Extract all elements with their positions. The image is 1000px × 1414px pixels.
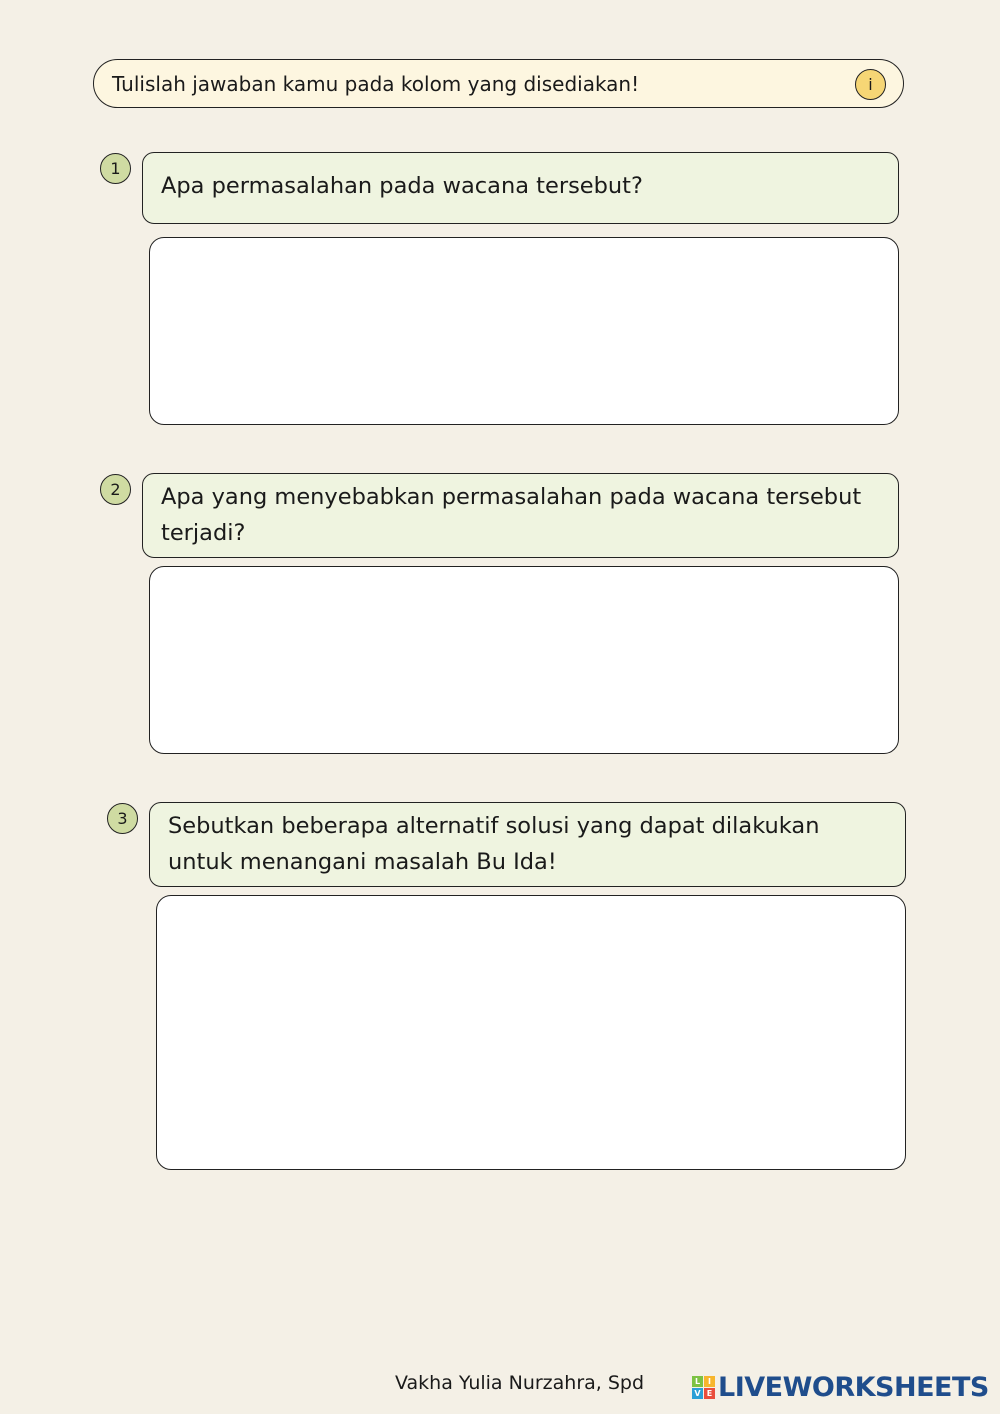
question-prompt <box>142 152 899 224</box>
instruction-banner <box>93 59 904 108</box>
question-text: Sebutkan beberapa alternatif solusi yang dapat dilakukan untuk menangani masalah Bu Ida! <box>168 813 820 875</box>
author-credit: Vakha Yulia Nurzahra, Spd <box>395 1372 645 1394</box>
question-number-badge <box>107 803 138 834</box>
question-prompt <box>149 802 906 887</box>
instruction-text: Tulislah jawaban kamu pada kolom yang disediakan! <box>112 71 640 96</box>
info-icon[interactable] <box>855 69 886 100</box>
question-number-badge <box>100 474 131 505</box>
brand-logo[interactable] <box>692 1372 989 1403</box>
logo-letter-l: L <box>692 1376 703 1387</box>
logo-letter-i: I <box>704 1376 715 1387</box>
question-number: 3 <box>117 809 128 828</box>
question-number: 1 <box>110 159 121 178</box>
question-number-badge <box>100 153 131 184</box>
question-prompt <box>142 473 899 558</box>
info-icon-glyph: i <box>868 75 873 94</box>
answer-box[interactable] <box>156 895 906 1170</box>
answer-box[interactable] <box>149 237 899 425</box>
brand-logo-icon <box>692 1376 715 1399</box>
question-number: 2 <box>110 480 121 499</box>
question-text: Apa permasalahan pada wacana tersebut? <box>161 173 643 199</box>
answer-box[interactable] <box>149 566 899 754</box>
brand-name: LIVEWORKSHEETS <box>718 1372 989 1403</box>
logo-letter-e: E <box>704 1388 715 1399</box>
logo-letter-v: V <box>692 1388 703 1399</box>
question-text: Apa yang menyebabkan permasalahan pada wacana tersebut terjadi? <box>161 484 862 546</box>
